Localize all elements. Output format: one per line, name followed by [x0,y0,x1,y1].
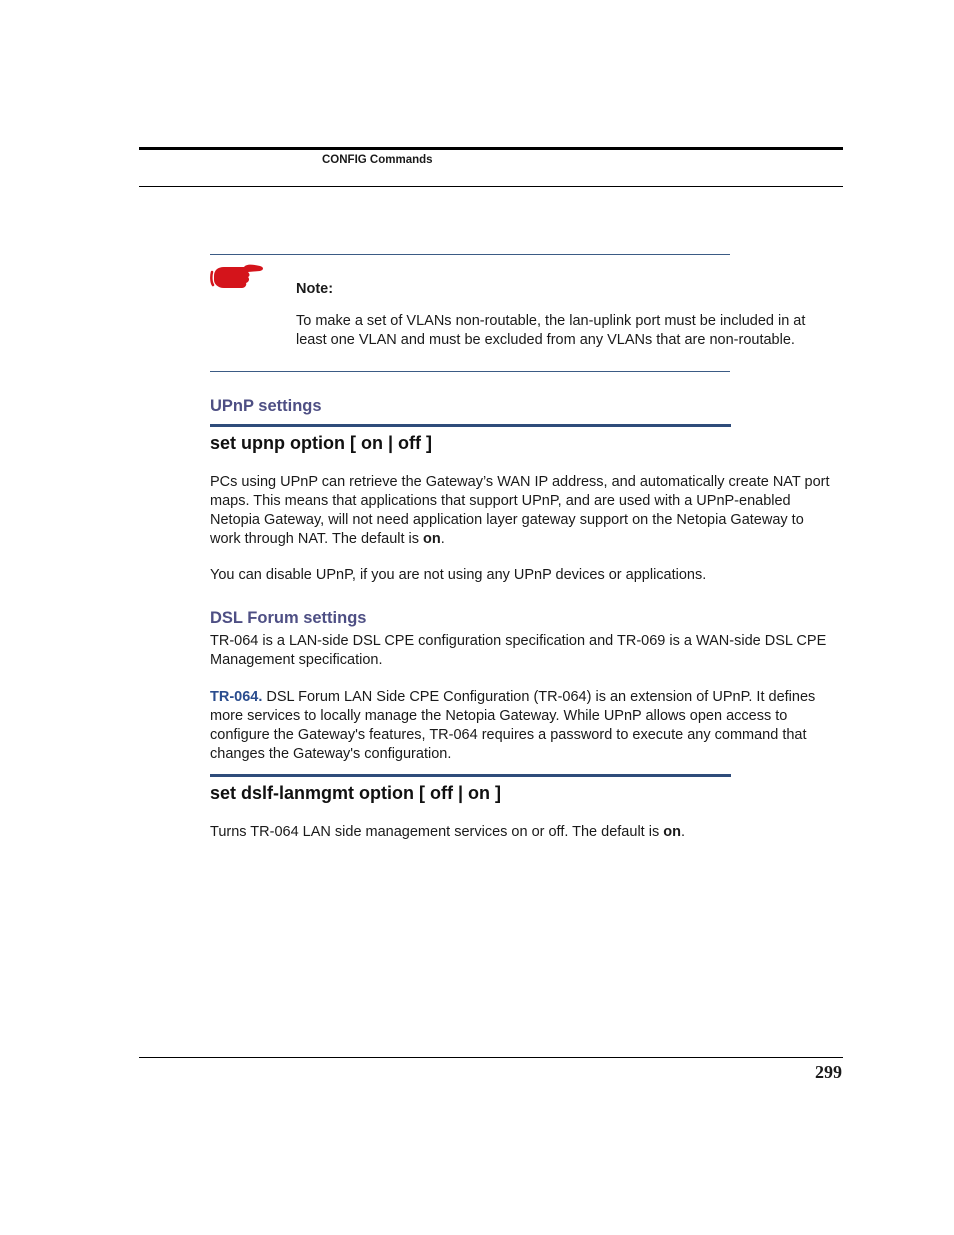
upnp-description-text: PCs using UPnP can retrieve the Gateway’s WAN IP address, and automatically create NAT port maps. This means that applications that support UPnP, and are used with a UPnP-enabled Netopia Gateway, will not need application layer gateway support on the Netopia Gateway to work through NAT. The default is [210,474,830,547]
page-number: 299 [815,1062,842,1082]
upnp-section-heading: UPnP settings [210,397,322,415]
upnp-default-value: on [423,531,441,547]
upnp-description-end: . [440,531,445,547]
dslf-intro: TR-064 is a LAN-side DSL CPE configuration specification and TR-069 is a WAN-side DSL CPE Management specification. [210,633,827,668]
dslf-description-end: . [680,824,685,840]
tr064-paragraph [210,688,830,764]
header-rule-bottom [139,186,843,187]
running-header: CONFIG Commands [322,154,433,166]
pointing-hand-icon [210,262,264,290]
tr064-text: DSL Forum LAN Side CPE Configuration (TR-064) is an extension of UPnP. It defines more services to locally manage the Netopia Gateway. While UPnP allows open access to configure the Gateway's features, TR-064 requires a password to execute any command that changes the Gateway's configuration. [210,689,816,762]
note-text: To make a set of VLANs non-routable, the lan-uplink port must be included in at least one VLAN and must be excluded from any VLANs that are non-routable. [296,313,806,348]
header-rule-top [139,147,843,150]
note-label: Note: [296,281,334,297]
upnp-disable-note: You can disable UPnP, if you are not using any UPnP devices or applications. [210,567,707,583]
dslf-default-value: on [663,824,681,840]
tr064-lead: TR-064. [210,689,263,705]
dslf-section-heading: DSL Forum settings [210,609,367,627]
dslf-command-rule [210,774,731,777]
dslf-command-title: set dslf-lanmgmt option [ off | on ] [210,783,501,803]
dslf-description-text: Turns TR-064 LAN side management services on or off. The default is [210,824,664,840]
dslf-description [210,823,830,842]
footer-rule [139,1057,843,1058]
upnp-description [210,473,830,549]
upnp-command-rule [210,424,731,427]
note-rule-bottom [210,371,730,372]
upnp-command-title: set upnp option [ on | off ] [210,433,432,453]
note-rule-top [210,254,730,255]
